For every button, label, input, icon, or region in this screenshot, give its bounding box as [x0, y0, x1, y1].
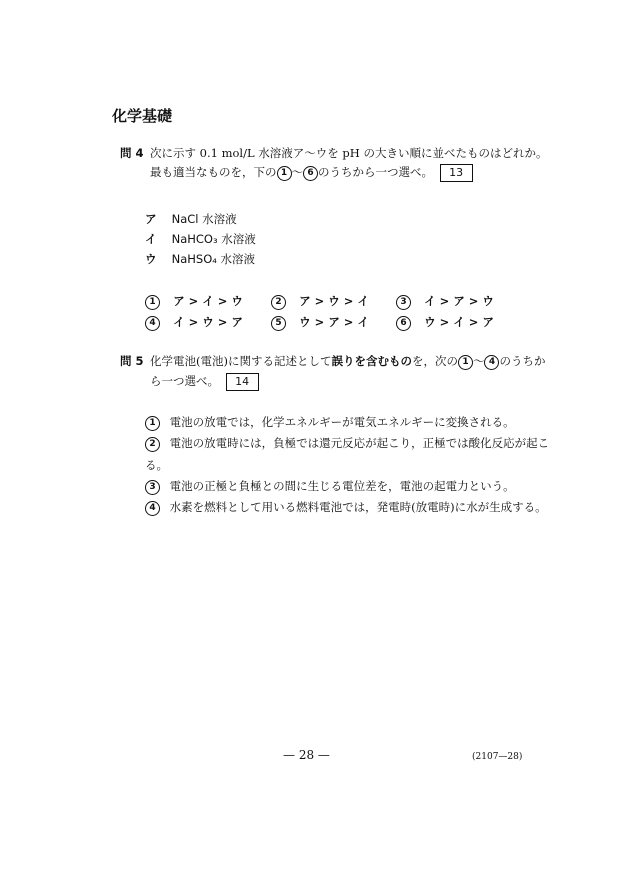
- choice-text: ア > ウ > イ: [299, 294, 369, 308]
- choice-text: イ > ウ > ア: [173, 315, 243, 329]
- question-4-line2-post: のうちから一つ選べ。: [318, 165, 433, 179]
- question-4-text-line1: 次に示す 0.1 mol/L 水溶液ア～ウを pH の大きい順に並べたものはどれか。: [150, 146, 548, 160]
- answer-box-14: 14: [226, 373, 259, 391]
- circled-number-icon: 3: [396, 295, 411, 310]
- question-5-line1-post: のうちか: [499, 354, 546, 368]
- choice-text: 電池の放電では，化学エネルギーが電気エネルギーに変換される。: [169, 415, 515, 429]
- choice-text: イ > ア > ウ: [424, 294, 494, 308]
- page-number: — 28 —: [283, 748, 330, 762]
- circled-number-icon: 2: [145, 437, 160, 452]
- circled-number-icon: 4: [145, 316, 160, 331]
- solution-i: [145, 228, 256, 247]
- question-5-line2: ら一つ選べ。: [150, 374, 219, 388]
- circled-number-icon: 4: [484, 355, 499, 370]
- solution-label: ア: [145, 212, 157, 226]
- choice-text: ウ > ア > イ: [299, 315, 369, 329]
- solution-label: ウ: [145, 252, 157, 266]
- solution-text: NaHSO₄ 水溶液: [171, 252, 256, 266]
- q5-choice-2-continuation: る。: [145, 458, 168, 472]
- circled-number-icon: 1: [277, 166, 292, 181]
- solution-text: NaCl 水溶液: [171, 212, 237, 226]
- circled-number-icon: 6: [303, 166, 318, 181]
- question-5-text-line1: [150, 353, 545, 370]
- question-5-line1-pre: 化学電池(電池)に関する記述として: [150, 354, 332, 368]
- choice-4[interactable]: [145, 311, 243, 331]
- choice-text: ウ > イ > ア: [424, 315, 494, 329]
- question-4-text-line2: [150, 164, 473, 182]
- page-code: (2107—28): [472, 752, 523, 762]
- range-separator: ～: [472, 354, 485, 368]
- choice-text: 電池の放電時には，負極では還元反応が起こり，正極では酸化反応が起こ: [169, 436, 550, 450]
- q5-choice-4[interactable]: [145, 499, 547, 516]
- question-4-line2-pre: 最も適当なものを，下の: [150, 165, 277, 179]
- choice-3[interactable]: [396, 290, 494, 310]
- solution-text: NaHCO₃ 水溶液: [171, 232, 256, 246]
- answer-box-13: 13: [440, 164, 473, 182]
- choice-2[interactable]: [271, 290, 369, 310]
- section-title: 化学基礎: [112, 107, 173, 125]
- q5-choice-2[interactable]: [145, 435, 549, 452]
- q5-choice-3[interactable]: [145, 478, 515, 495]
- circled-number-icon: 1: [458, 355, 473, 370]
- circled-number-icon: 4: [145, 501, 160, 516]
- solution-a: [145, 208, 237, 227]
- question-5-text-line2: [150, 373, 259, 391]
- q5-choice-1[interactable]: [145, 414, 515, 431]
- choice-6[interactable]: [396, 311, 494, 331]
- question-5-line1-mid: を，次の: [411, 354, 458, 368]
- solution-label: イ: [145, 232, 157, 246]
- question-5-number: 問 5: [120, 354, 144, 368]
- choice-text: 電池の正極と負極との間に生じる電位差を，電池の起電力という。: [169, 479, 515, 493]
- circled-number-icon: 3: [145, 480, 160, 495]
- circled-number-icon: 2: [271, 295, 286, 310]
- choice-5[interactable]: [271, 311, 369, 331]
- circled-number-icon: 6: [396, 316, 411, 331]
- question-5-emphasis: 誤りを含むもの: [331, 354, 412, 368]
- choice-1[interactable]: [145, 290, 243, 310]
- question-4-number: 問 4: [120, 146, 144, 160]
- circled-number-icon: 1: [145, 416, 160, 431]
- choice-text: 水素を燃料として用いる燃料電池では，発電時(放電時)に水が生成する。: [169, 500, 547, 514]
- range-separator: ～: [291, 165, 303, 179]
- choice-text: ア > イ > ウ: [173, 294, 243, 308]
- solution-u: [145, 248, 255, 267]
- circled-number-icon: 5: [271, 316, 286, 331]
- circled-number-icon: 1: [145, 295, 160, 310]
